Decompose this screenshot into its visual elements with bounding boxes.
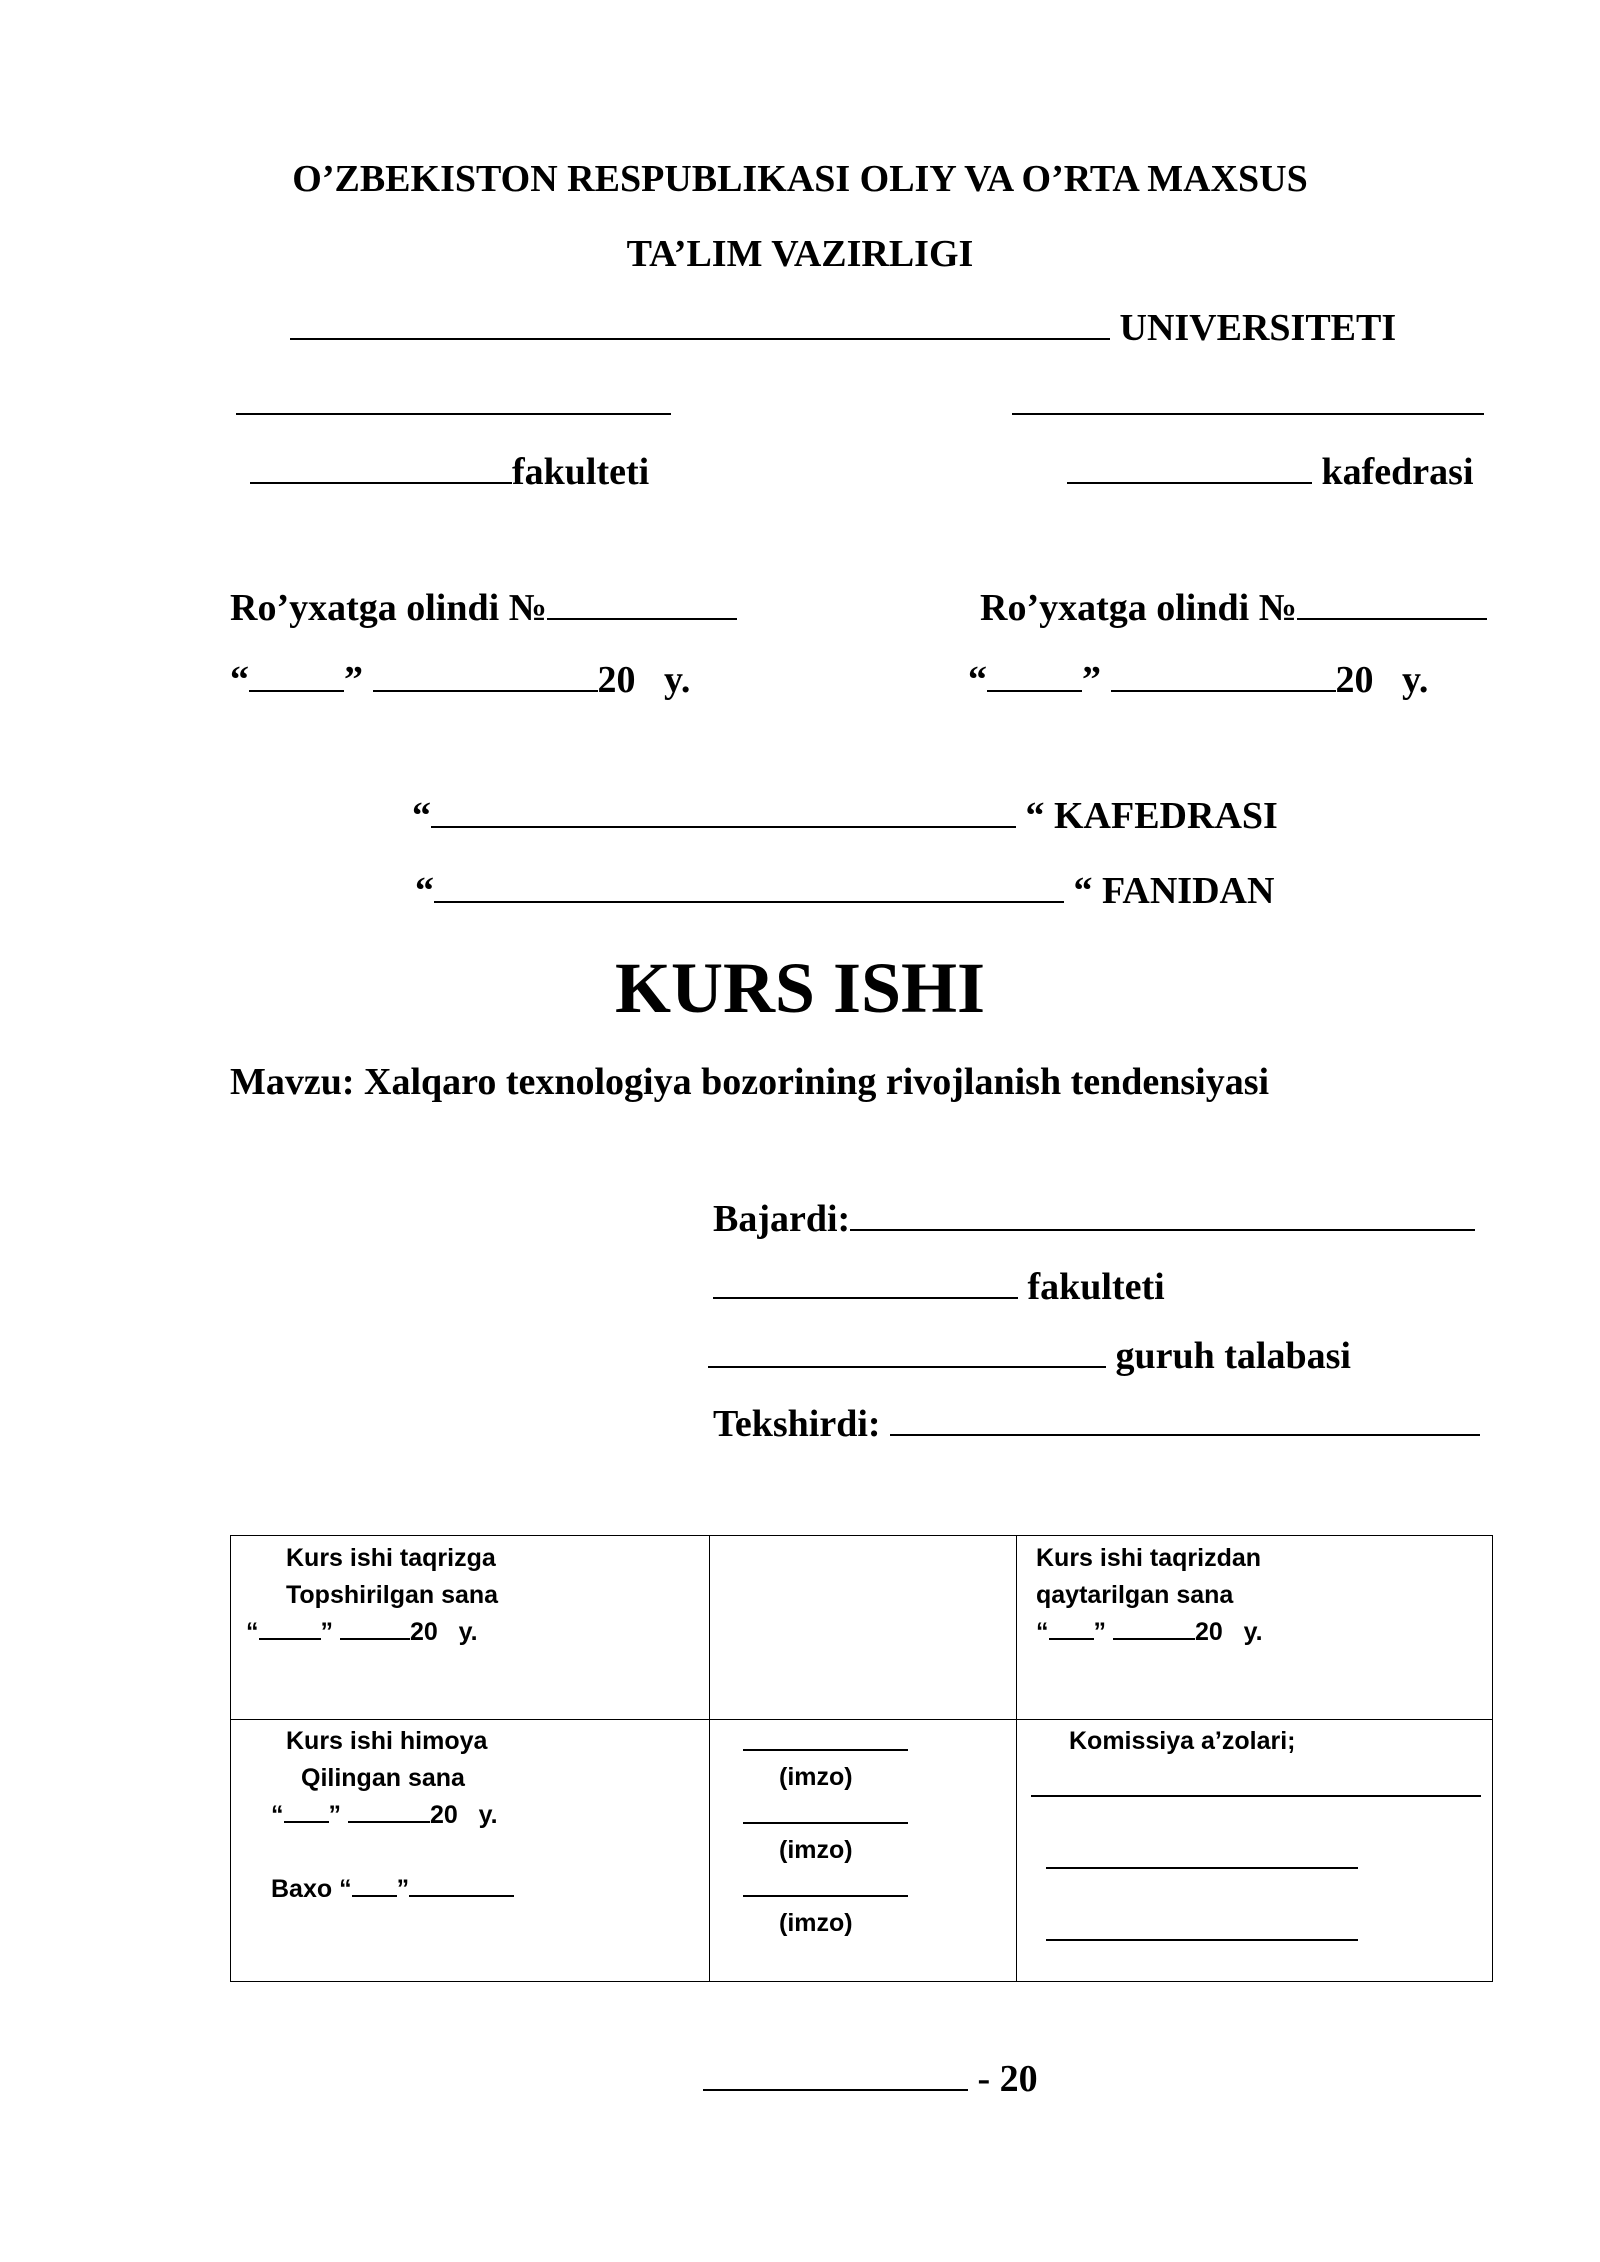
footer-year-line xyxy=(703,2060,1038,2098)
group-blank[interactable] xyxy=(708,1365,1106,1368)
returned-day-blank[interactable] xyxy=(1049,1637,1094,1640)
defended-date xyxy=(271,1803,498,1828)
department-label: kafedrasi xyxy=(1321,451,1474,493)
student-faculty-blank[interactable] xyxy=(713,1296,1018,1299)
document-title: KURS ISHI xyxy=(614,948,986,1028)
signature-label-1: (imzo) xyxy=(779,1763,853,1791)
signature-line-1[interactable] xyxy=(743,1749,908,1751)
registration-date-right xyxy=(968,661,1428,699)
checked-by-label: Tekshirdi: xyxy=(713,1403,881,1445)
quote-close: ” xyxy=(1082,659,1101,701)
year-prefix: 20 xyxy=(409,1618,438,1646)
table-divider xyxy=(1016,1536,1017,1981)
year-prefix: 20 xyxy=(429,1801,458,1829)
footer-year: - 20 xyxy=(977,2058,1038,2100)
completed-by-label: Bajardi: xyxy=(713,1198,851,1240)
year-prefix: 20 xyxy=(1194,1618,1223,1646)
signature-line-2[interactable] xyxy=(743,1822,908,1824)
group-label: guruh talabasi xyxy=(1115,1335,1351,1377)
faculty-label: fakulteti xyxy=(512,451,650,493)
subject-blank[interactable] xyxy=(434,900,1064,903)
commission-member-line-1[interactable] xyxy=(1031,1795,1481,1797)
year-suffix: y. xyxy=(1402,659,1429,701)
checked-by-line xyxy=(713,1405,1480,1443)
year-suffix: y. xyxy=(458,1618,478,1646)
returned-date xyxy=(1036,1620,1263,1645)
returned-label-1: Kurs ishi taqrizdan xyxy=(1036,1544,1262,1572)
quote-open: “ xyxy=(1036,1618,1049,1646)
ministry-line-2: TA’LIM VAZIRLIGI xyxy=(626,233,974,275)
grade-label: Baxo “ xyxy=(271,1875,352,1903)
student-faculty-label: fakulteti xyxy=(1027,1266,1165,1308)
quote-close: “ xyxy=(1025,795,1045,837)
commission-label: Komissiya a’zolari; xyxy=(1069,1727,1296,1755)
faculty-line xyxy=(250,453,649,491)
year-prefix: 20 xyxy=(597,659,636,701)
submitted-label-2: Topshirilgan sana xyxy=(286,1581,499,1609)
month-blank-right[interactable] xyxy=(1111,689,1336,692)
quote-open: “ xyxy=(412,795,431,837)
quote-close: ” xyxy=(344,659,363,701)
year-suffix: y. xyxy=(1243,1618,1263,1646)
defended-month-blank[interactable] xyxy=(348,1820,430,1823)
defended-label-1: Kurs ishi himoya xyxy=(286,1727,488,1755)
table-divider xyxy=(231,1719,1492,1720)
department-subject-blank[interactable] xyxy=(431,825,1016,828)
subject-line xyxy=(415,872,1274,910)
signature-line-3[interactable] xyxy=(743,1895,908,1897)
department-name-blank[interactable] xyxy=(1012,413,1484,415)
submitted-label-1: Kurs ishi taqrizga xyxy=(286,1544,496,1572)
signature-label-2: (imzo) xyxy=(779,1836,853,1864)
quote-close: ” xyxy=(328,1801,341,1829)
university-label: UNIVERSITETI xyxy=(1119,307,1397,349)
registration-number-left[interactable] xyxy=(547,617,737,620)
submitted-date xyxy=(246,1620,478,1645)
university-line xyxy=(290,309,1396,347)
completed-by-blank[interactable] xyxy=(850,1228,1475,1231)
registration-label-left: Ro’yxatga olindi № xyxy=(230,587,547,629)
department-line xyxy=(1067,453,1474,491)
commission-member-line-2[interactable] xyxy=(1046,1867,1358,1869)
commission-member-line-3[interactable] xyxy=(1046,1939,1358,1941)
month-blank-left[interactable] xyxy=(373,689,598,692)
registration-left xyxy=(230,589,737,627)
submitted-day-blank[interactable] xyxy=(259,1637,321,1640)
quote-close: ” xyxy=(1093,1618,1106,1646)
registration-date-left xyxy=(230,661,690,699)
defended-day-blank[interactable] xyxy=(284,1820,329,1823)
quote-close: “ xyxy=(1073,870,1093,912)
grade-word-blank[interactable] xyxy=(409,1894,514,1897)
footer-city-blank[interactable] xyxy=(703,2088,968,2091)
faculty-name-blank[interactable] xyxy=(236,413,671,415)
student-faculty-line xyxy=(713,1268,1165,1306)
registration-right xyxy=(980,589,1487,627)
day-blank-right[interactable] xyxy=(987,689,1082,692)
year-suffix: y. xyxy=(664,659,691,701)
quote-open: “ xyxy=(968,659,987,701)
registration-label-right: Ro’yxatga olindi № xyxy=(980,587,1297,629)
university-blank[interactable] xyxy=(290,337,1110,340)
topic: Mavzu: Xalqaro texnologiya bozorining rivojlanish tendensiyasi xyxy=(230,1061,1270,1103)
year-suffix: y. xyxy=(478,1801,498,1829)
quote-open: “ xyxy=(246,1618,259,1646)
review-table xyxy=(230,1535,1493,1982)
returned-month-blank[interactable] xyxy=(1113,1637,1195,1640)
department-blank[interactable] xyxy=(1067,481,1312,484)
table-divider xyxy=(709,1536,710,1981)
ministry-line-1: O’ZBEKISTON RESPUBLIKASI OLIY VA O’RTA MAXSUS xyxy=(292,158,1308,200)
grade-line xyxy=(271,1877,514,1902)
quote-open: “ xyxy=(230,659,249,701)
department-subject-label: KAFEDRASI xyxy=(1054,795,1278,837)
grade-blank[interactable] xyxy=(352,1894,397,1897)
returned-label-2: qaytarilgan sana xyxy=(1036,1581,1234,1609)
quote-open: “ xyxy=(415,870,434,912)
defended-label-2: Qilingan sana xyxy=(301,1764,465,1792)
registration-number-right[interactable] xyxy=(1297,617,1487,620)
year-prefix: 20 xyxy=(1335,659,1374,701)
checked-by-blank[interactable] xyxy=(890,1433,1480,1436)
completed-by-line xyxy=(713,1200,1475,1238)
subject-label: FANIDAN xyxy=(1102,870,1275,912)
signature-label-3: (imzo) xyxy=(779,1909,853,1937)
submitted-month-blank[interactable] xyxy=(340,1637,410,1640)
quote-close: ” xyxy=(320,1618,333,1646)
faculty-blank[interactable] xyxy=(250,481,512,484)
quote-close: ” xyxy=(396,1875,410,1903)
department-subject-line xyxy=(412,797,1278,835)
quote-open: “ xyxy=(271,1801,284,1829)
group-line xyxy=(708,1337,1351,1375)
day-blank-left[interactable] xyxy=(249,689,344,692)
